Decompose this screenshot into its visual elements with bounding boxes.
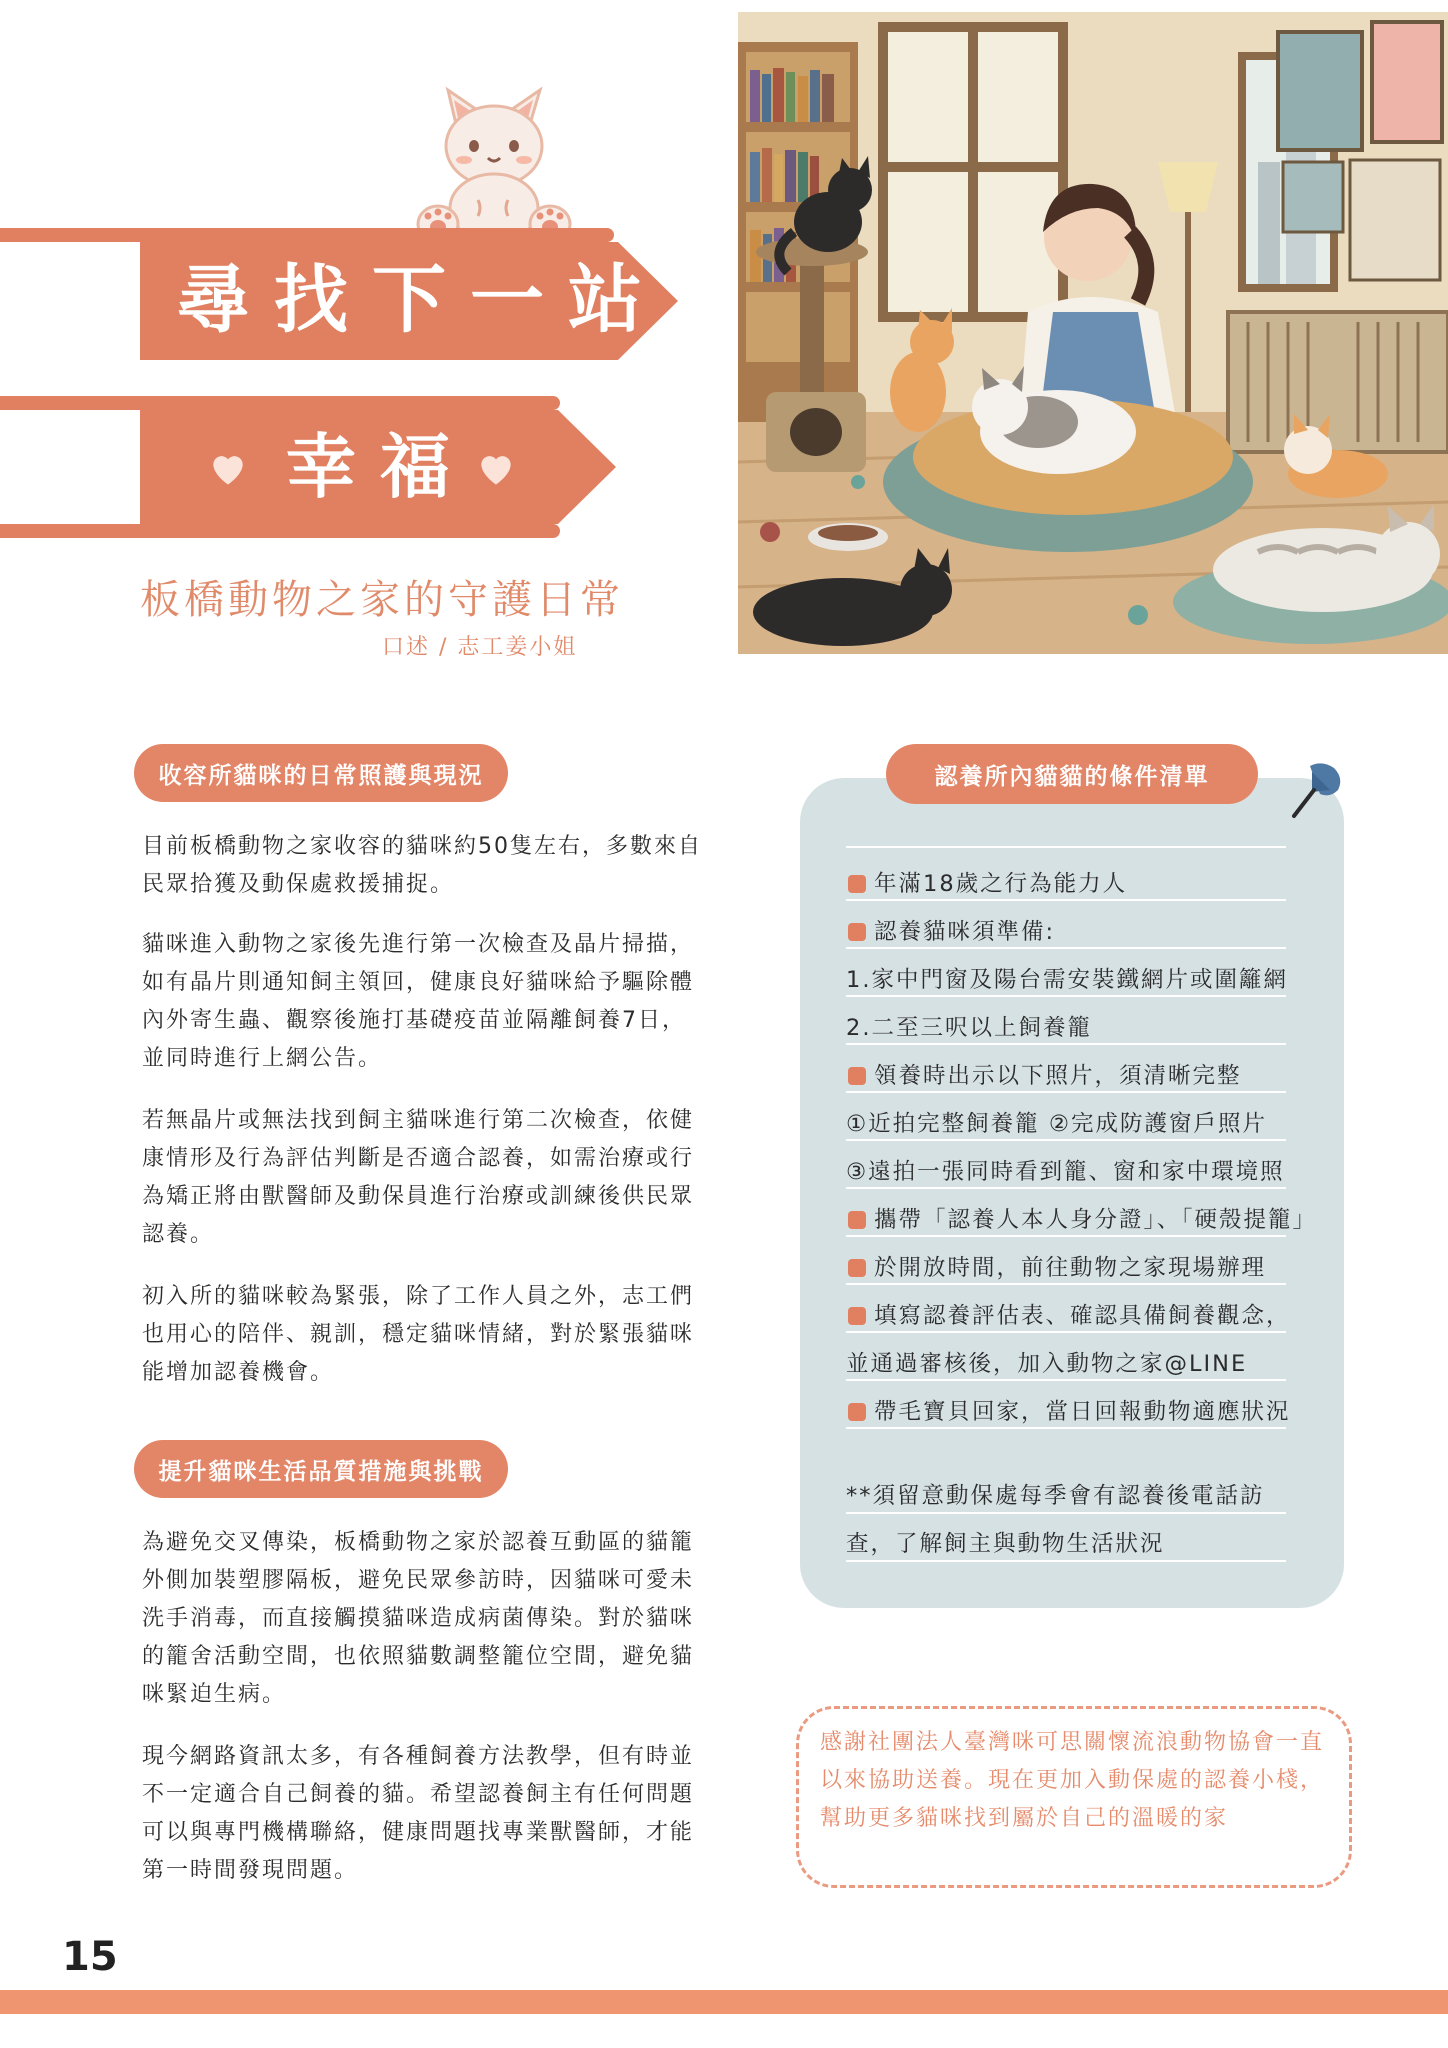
article-subtitle: 板橋動物之家的守護日常 [140,577,624,623]
checklist-rule [846,846,1286,848]
checklist-item [848,866,1338,898]
heart-icon [206,446,250,490]
section-heading-quality: 提升貓咪生活品質措施與挑戰 [134,1440,508,1498]
bullet-square [848,1307,866,1325]
checklist-rule [846,995,1286,997]
paragraph-online-info [142,1738,702,1890]
checklist-item-text: 1.家中門窗及陽台需安裝鐵網片或圍籬網 [846,967,1288,993]
cat-mascot-icon [408,84,576,246]
checklist-item-text: 領養時出示以下照片，須清晰完整 [874,1063,1242,1089]
checklist-item [846,1154,1336,1186]
heart-icon [474,446,518,490]
checklist-item [848,1202,1338,1234]
checklist-item [848,1298,1338,1330]
checklist-item [848,1058,1338,1090]
banner-bar-bottom [0,524,560,538]
checklist-rule [846,1187,1286,1189]
checklist-item [846,1346,1336,1378]
checklist-rule [846,1427,1286,1429]
checklist-rule [846,1091,1286,1093]
bullet-square [848,923,866,941]
checklist-item [848,914,1338,946]
checklist-item-text: ①近拍完整飼養籠 ②完成防護窗戶照片 [846,1111,1267,1137]
checklist-note-line: 查，了解飼主與動物生活狀況 [846,1531,1165,1557]
checklist-note-line: **須留意動保處每季會有認養後電話訪 [846,1483,1265,1509]
bullet-square [848,1403,866,1421]
checklist-item-text: 帶毛寶貝回家，當日回報動物適應狀況 [874,1399,1291,1425]
banner-bar-top [0,228,614,242]
checklist-rule [846,1283,1286,1285]
checklist-rule [846,1560,1286,1562]
paragraph-first-check [142,926,702,1078]
checklist-item-text: 認養貓咪須準備: [874,919,1056,945]
paragraph-text: 若無晶片或無法找到飼主貓咪進行第二次檢查，依健康情形及行為評估判斷是否適合認養，如需治療或行為矯正將由獸醫師及動保員進行治療或訓練後供民眾認養。 [142,1108,695,1247]
pushpin-icon [1290,760,1346,820]
checklist-item-text: 於開放時間，前往動物之家現場辦理 [874,1255,1267,1281]
cat-shelter-illustration [738,12,1448,654]
checklist-item-text: 2.二至三呎以上飼養籠 [846,1015,1092,1041]
thanks-note-text: 感謝社團法人臺灣咪可思關懷流浪動物協會一直以來協助送養。現在更加入動保處的認養小棧，幫助更多貓咪找到屬於自己的溫暖的家 [820,1730,1325,1831]
paragraph-second-check [142,1102,702,1254]
checklist-rule [846,947,1286,949]
bullet-square [848,1259,866,1277]
checklist-rule [846,1043,1286,1045]
banner-bar-middle [0,396,560,410]
checklist-rule [846,1379,1286,1381]
checklist-item [846,1106,1336,1138]
checklist-item [848,1250,1338,1282]
paragraph-cross-infection [142,1524,702,1714]
paragraph-text: 貓咪進入動物之家後先進行第一次檢查及晶片掃描，如有晶片則通知飼主領回，健康良好貓咪給予驅除體內外寄生蟲、觀察後施打基礎疫苗並隔離飼養7日，並同時進行上網公告。 [142,932,695,1071]
paragraph-volunteers [142,1278,702,1392]
checklist-item-text: 年滿18歲之行為能力人 [874,871,1128,897]
checklist-item-text: 攜帶「認養人本人身分證」、「硬殼提籠」 [874,1207,1318,1233]
bullet-square [848,1211,866,1229]
paragraph-text: 目前板橋動物之家收容的貓咪約50隻左右，多數來自民眾拾獲及動保處救援捕捉。 [142,834,702,897]
checklist-rule [846,899,1286,901]
checklist-rule [846,1512,1286,1514]
checklist-item-text: 填寫認養評估表、確認具備飼養觀念， [874,1303,1291,1329]
checklist-rule [846,1331,1286,1333]
checklist-rule [846,1235,1286,1237]
paragraph-text: 為避免交叉傳染，板橋動物之家於認養互動區的貓籠外側加裝塑膠隔板，避免民眾參訪時，因貓咪可愛未洗手消毒，而直接觸摸貓咪造成病菌傳染。對於貓咪的籠舍活動空間，也依照貓數調整籠位空間，避免貓咪緊迫生病。 [142,1530,695,1707]
paragraph-shelter-count [142,828,702,904]
section-heading-care: 收容所貓咪的日常照護與現況 [134,744,508,802]
checklist-item [848,1394,1338,1426]
footer-bar [0,1990,1448,2014]
checklist-item [846,962,1336,994]
paragraph-text: 初入所的貓咪較為緊張，除了工作人員之外，志工們也用心的陪伴、親訓，穩定貓咪情緒，對於緊張貓咪能增加認養機會。 [142,1284,695,1385]
banner-subtitle: 幸福 [286,425,474,508]
article-byline: 口述 / 志工姜小姐 [382,635,578,660]
checklist-item-text: ③遠拍一張同時看到籠、窗和家中環境照 [846,1159,1285,1185]
banner-title: 尋找下一站 [176,257,666,343]
checklist-item [846,1010,1336,1042]
page-number: 15 [62,1934,118,1980]
paragraph-text: 現今網路資訊太多，有各種飼養方法教學，但有時並不一定適合自己飼養的貓。希望認養飼主有任何問題可以與專門機構聯絡，健康問題找專業獸醫師，才能第一時間發現問題。 [142,1744,695,1883]
checklist-rule [846,1139,1286,1141]
bullet-square [848,875,866,893]
bullet-square [848,1067,866,1085]
checklist-item-text: 並通過審核後，加入動物之家@LINE [846,1351,1248,1377]
checklist-heading: 認養所內貓貓的條件清單 [886,744,1258,804]
